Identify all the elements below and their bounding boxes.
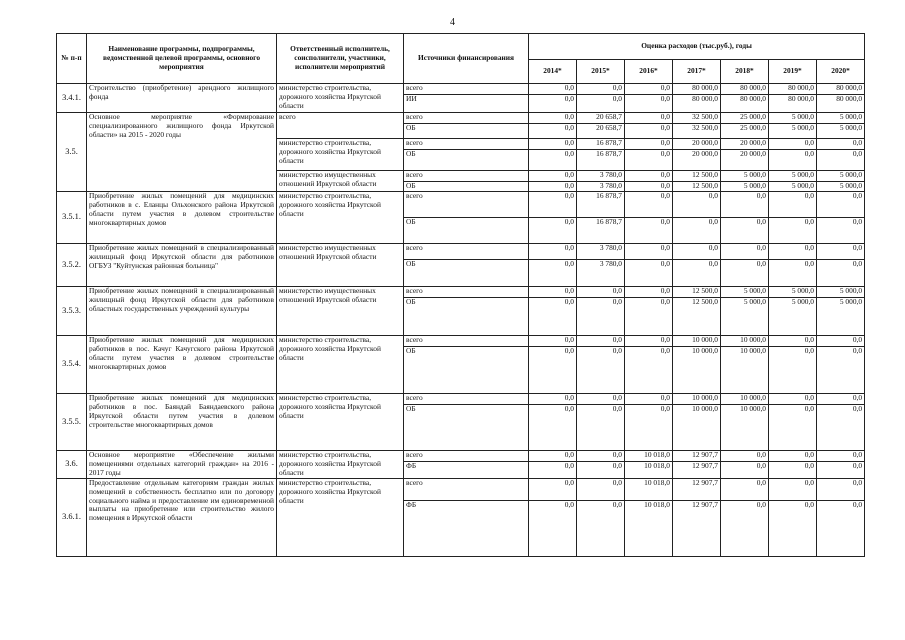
amount-cell: 0,0: [625, 124, 673, 139]
funding-source: ОБ: [404, 124, 529, 139]
amount-cell: 0,0: [529, 244, 577, 260]
amount-cell: 0,0: [577, 462, 625, 478]
funding-source: всего: [404, 244, 529, 260]
amount-cell: 5 000,0: [721, 171, 769, 182]
funding-source: ОБ: [404, 347, 529, 394]
amount-cell: 0,0: [817, 451, 865, 462]
amount-cell: 0,0: [673, 192, 721, 218]
amount-cell: 0,0: [625, 287, 673, 298]
amount-cell: 0,0: [577, 478, 625, 500]
funding-source: всего: [404, 451, 529, 462]
amount-cell: 0,0: [769, 405, 817, 451]
page-number: 4: [450, 17, 455, 28]
amount-cell: 0,0: [625, 139, 673, 150]
budget-table: [56, 33, 865, 557]
amount-cell: 0,0: [577, 336, 625, 347]
amount-cell: 0,0: [769, 500, 817, 556]
amount-cell: 0,0: [625, 347, 673, 394]
header-year: 2017*: [673, 60, 721, 84]
funding-source: всего: [404, 394, 529, 405]
amount-cell: 0,0: [529, 124, 577, 139]
amount-cell: 0,0: [721, 218, 769, 244]
amount-cell: 5 000,0: [769, 124, 817, 139]
funding-source: ФБ: [404, 500, 529, 556]
amount-cell: 0,0: [577, 394, 625, 405]
table-row: [57, 113, 865, 124]
funding-source: ОБ: [404, 218, 529, 244]
item-code: 3.5.1.: [57, 192, 87, 244]
amount-cell: 12 907,7: [673, 500, 721, 556]
amount-cell: 0,0: [577, 95, 625, 113]
funding-source: ФБ: [404, 462, 529, 478]
amount-cell: 0,0: [769, 139, 817, 150]
item-executor: министерство строительства, дорожного хозяйства Иркутской области: [277, 394, 404, 451]
table-body: [57, 84, 865, 557]
amount-cell: 10 000,0: [673, 347, 721, 394]
amount-cell: 0,0: [529, 298, 577, 336]
item-code: 3.5.5.: [57, 394, 87, 451]
amount-cell: 0,0: [817, 336, 865, 347]
amount-cell: 0,0: [529, 150, 577, 171]
amount-cell: 0,0: [625, 394, 673, 405]
amount-cell: 20 658,7: [577, 113, 625, 124]
amount-cell: 5 000,0: [817, 171, 865, 182]
amount-cell: 5 000,0: [721, 287, 769, 298]
amount-cell: 0,0: [529, 405, 577, 451]
amount-cell: 80 000,0: [817, 84, 865, 95]
amount-cell: 0,0: [625, 336, 673, 347]
amount-cell: 0,0: [817, 150, 865, 171]
item-executor: министерство строительства, дорожного хозяйства Иркутской области: [277, 451, 404, 479]
amount-cell: 80 000,0: [721, 95, 769, 113]
table-row: [57, 451, 865, 462]
amount-cell: 0,0: [721, 192, 769, 218]
amount-cell: 16 878,7: [577, 218, 625, 244]
funding-source: всего: [404, 336, 529, 347]
amount-cell: 10 018,0: [625, 500, 673, 556]
amount-cell: 5 000,0: [769, 298, 817, 336]
amount-cell: 80 000,0: [769, 84, 817, 95]
amount-cell: 0,0: [721, 478, 769, 500]
amount-cell: 0,0: [529, 478, 577, 500]
item-executor: министерство строительства, дорожного хозяйства Иркутской области: [277, 84, 404, 113]
amount-cell: 10 000,0: [721, 347, 769, 394]
amount-cell: 5 000,0: [769, 113, 817, 124]
header-year: 2018*: [721, 60, 769, 84]
amount-cell: 25 000,0: [721, 113, 769, 124]
amount-cell: 0,0: [577, 84, 625, 95]
funding-source: всего: [404, 84, 529, 95]
item-code: 3.5.: [57, 113, 87, 192]
amount-cell: 5 000,0: [817, 182, 865, 192]
item-executor: министерство строительства, дорожного хозяйства Иркутской области: [277, 139, 404, 171]
amount-cell: 12 500,0: [673, 298, 721, 336]
table-row: [57, 478, 865, 500]
amount-cell: 25 000,0: [721, 124, 769, 139]
amount-cell: 20 000,0: [721, 150, 769, 171]
amount-cell: 0,0: [529, 182, 577, 192]
funding-source: всего: [404, 192, 529, 218]
header-estimate: Оценка расходов (тыс.руб.), годы: [529, 34, 865, 60]
amount-cell: 12 500,0: [673, 182, 721, 192]
funding-source: ОБ: [404, 298, 529, 336]
item-name: Строительство (приобретение) арендного жилищного фонда: [87, 84, 277, 113]
funding-source: ОБ: [404, 182, 529, 192]
amount-cell: 10 000,0: [721, 336, 769, 347]
amount-cell: 0,0: [577, 298, 625, 336]
item-executor: министерство имущественных отношений Иркутской области: [277, 171, 404, 192]
item-name: Приобретение жилых помещений в специализированный жилищный фонд Иркутской области для работников областных государственных учреждений культуры: [87, 287, 277, 336]
header-year: 2019*: [769, 60, 817, 84]
amount-cell: 0,0: [817, 462, 865, 478]
amount-cell: 0,0: [529, 192, 577, 218]
item-name: Предоставление отдельным категориям граждан жилых помещений в собственность бесплатно или по договору социального найма и предоставление им единовременной выплаты на приобретение или строительство жилого помещения в Иркутской области: [87, 478, 277, 556]
funding-source: ОБ: [404, 150, 529, 171]
amount-cell: 0,0: [817, 394, 865, 405]
amount-cell: 0,0: [769, 336, 817, 347]
amount-cell: 0,0: [529, 95, 577, 113]
amount-cell: 0,0: [625, 113, 673, 124]
amount-cell: 0,0: [529, 347, 577, 394]
amount-cell: 0,0: [529, 462, 577, 478]
amount-cell: 0,0: [529, 84, 577, 95]
item-executor: всего: [277, 113, 404, 139]
amount-cell: 10 018,0: [625, 478, 673, 500]
amount-cell: 0,0: [817, 192, 865, 218]
amount-cell: 3 780,0: [577, 171, 625, 182]
amount-cell: 0,0: [625, 298, 673, 336]
amount-cell: 3 780,0: [577, 244, 625, 260]
item-name: Приобретение жилых помещений в специализированный жилищный фонд Иркутской области для работников ОГБУЗ "Куйтунская районная больница": [87, 244, 277, 287]
amount-cell: 16 878,7: [577, 150, 625, 171]
amount-cell: 80 000,0: [673, 84, 721, 95]
header-num: № п-п: [57, 34, 87, 84]
funding-source: ОБ: [404, 260, 529, 287]
amount-cell: 0,0: [625, 150, 673, 171]
amount-cell: 80 000,0: [769, 95, 817, 113]
item-executor: министерство строительства, дорожного хозяйства Иркутской области: [277, 192, 404, 244]
amount-cell: 0,0: [625, 260, 673, 287]
amount-cell: 0,0: [529, 113, 577, 124]
amount-cell: 0,0: [625, 218, 673, 244]
amount-cell: 0,0: [817, 260, 865, 287]
amount-cell: 10 000,0: [673, 405, 721, 451]
amount-cell: 0,0: [625, 182, 673, 192]
amount-cell: 0,0: [769, 394, 817, 405]
item-executor: министерство имущественных отношений Иркутской области: [277, 287, 404, 336]
amount-cell: 20 000,0: [673, 150, 721, 171]
amount-cell: 0,0: [529, 500, 577, 556]
amount-cell: 12 500,0: [673, 171, 721, 182]
amount-cell: 3 780,0: [577, 182, 625, 192]
amount-cell: 0,0: [577, 287, 625, 298]
amount-cell: 80 000,0: [817, 95, 865, 113]
amount-cell: 0,0: [529, 260, 577, 287]
funding-source: всего: [404, 287, 529, 298]
funding-source: всего: [404, 113, 529, 124]
amount-cell: 0,0: [625, 84, 673, 95]
amount-cell: 0,0: [673, 260, 721, 287]
amount-cell: 10 000,0: [721, 405, 769, 451]
amount-cell: 16 878,7: [577, 192, 625, 218]
amount-cell: 10 000,0: [673, 336, 721, 347]
amount-cell: 0,0: [769, 451, 817, 462]
amount-cell: 0,0: [817, 478, 865, 500]
amount-cell: 0,0: [577, 347, 625, 394]
amount-cell: 0,0: [721, 260, 769, 287]
item-code: 3.6.: [57, 451, 87, 479]
table-header: [57, 34, 865, 84]
item-executor: министерство строительства, дорожного хозяйства Иркутской области: [277, 336, 404, 394]
amount-cell: 0,0: [817, 500, 865, 556]
amount-cell: 0,0: [769, 260, 817, 287]
item-name: Приобретение жилых помещений для медицинских работников в пос. Баяндай Баяндаевского района Иркутской области путем участия в долевом строительстве многоквартирных домов: [87, 394, 277, 451]
amount-cell: 5 000,0: [721, 182, 769, 192]
item-code: 3.5.2.: [57, 244, 87, 287]
amount-cell: 0,0: [817, 218, 865, 244]
item-executor: министерство имущественных отношений Иркутской области: [277, 244, 404, 287]
amount-cell: 32 500,0: [673, 113, 721, 124]
amount-cell: 0,0: [769, 218, 817, 244]
header-year: 2015*: [577, 60, 625, 84]
amount-cell: 5 000,0: [817, 298, 865, 336]
amount-cell: 5 000,0: [721, 298, 769, 336]
amount-cell: 80 000,0: [721, 84, 769, 95]
amount-cell: 0,0: [673, 244, 721, 260]
amount-cell: 0,0: [817, 347, 865, 394]
table-row: [57, 192, 865, 218]
amount-cell: 0,0: [529, 336, 577, 347]
amount-cell: 0,0: [769, 150, 817, 171]
amount-cell: 0,0: [769, 347, 817, 394]
amount-cell: 20 658,7: [577, 124, 625, 139]
amount-cell: 0,0: [769, 244, 817, 260]
funding-source: всего: [404, 478, 529, 500]
amount-cell: 0,0: [625, 171, 673, 182]
amount-cell: 16 878,7: [577, 139, 625, 150]
funding-source: ИИ: [404, 95, 529, 113]
amount-cell: 10 000,0: [721, 394, 769, 405]
amount-cell: 0,0: [769, 192, 817, 218]
item-name: Приобретение жилых помещений для медицинских работников в пос. Качуг Качугского района Иркутской области путем участия в долевом строительстве многоквартирных домов: [87, 336, 277, 394]
amount-cell: 10 018,0: [625, 451, 673, 462]
item-code: 3.4.1.: [57, 84, 87, 113]
item-name: Приобретение жилых помещений для медицинских работников в с. Еланцы Ольхонского района Иркутской области путем участия в долевом строительстве многоквартирных домов: [87, 192, 277, 244]
header-name: Наименование программы, подпрограммы, ведомственной целевой программы, основного мероприятия: [87, 34, 277, 84]
amount-cell: 0,0: [673, 218, 721, 244]
amount-cell: 0,0: [721, 500, 769, 556]
amount-cell: 12 907,7: [673, 462, 721, 478]
funding-source: всего: [404, 139, 529, 150]
amount-cell: 5 000,0: [817, 124, 865, 139]
amount-cell: 0,0: [625, 244, 673, 260]
funding-source: всего: [404, 171, 529, 182]
item-name: Основное мероприятие «Формирование специализированного жилищного фонда Иркутской области» на 2015 - 2020 годы: [87, 113, 277, 192]
amount-cell: 12 500,0: [673, 287, 721, 298]
amount-cell: 0,0: [529, 394, 577, 405]
amount-cell: 5 000,0: [817, 287, 865, 298]
table-row: [57, 336, 865, 347]
amount-cell: 0,0: [769, 478, 817, 500]
amount-cell: 5 000,0: [769, 171, 817, 182]
item-code: 3.5.3.: [57, 287, 87, 336]
amount-cell: 0,0: [577, 451, 625, 462]
amount-cell: 12 907,7: [673, 451, 721, 462]
item-name: Основное мероприятие «Обеспечение жилыми помещениями отдельных категорий граждан» на 2016 - 2017 годы: [87, 451, 277, 479]
amount-cell: 10 000,0: [673, 394, 721, 405]
amount-cell: 5 000,0: [769, 182, 817, 192]
amount-cell: 0,0: [529, 287, 577, 298]
amount-cell: 0,0: [817, 244, 865, 260]
amount-cell: 32 500,0: [673, 124, 721, 139]
amount-cell: 0,0: [817, 405, 865, 451]
header-year: 2020*: [817, 60, 865, 84]
amount-cell: 20 000,0: [721, 139, 769, 150]
amount-cell: 0,0: [625, 95, 673, 113]
amount-cell: 0,0: [529, 139, 577, 150]
amount-cell: 10 018,0: [625, 462, 673, 478]
amount-cell: 0,0: [769, 462, 817, 478]
item-executor: министерство строительства, дорожного хозяйства Иркутской области: [277, 478, 404, 556]
amount-cell: 0,0: [529, 451, 577, 462]
amount-cell: 0,0: [721, 244, 769, 260]
amount-cell: 0,0: [625, 192, 673, 218]
amount-cell: 0,0: [721, 451, 769, 462]
amount-cell: 0,0: [577, 405, 625, 451]
amount-cell: 20 000,0: [673, 139, 721, 150]
header-source: Источники финансирования: [404, 34, 529, 84]
item-code: 3.5.4.: [57, 336, 87, 394]
header-year: 2014*: [529, 60, 577, 84]
amount-cell: 3 780,0: [577, 260, 625, 287]
amount-cell: 0,0: [577, 500, 625, 556]
amount-cell: 5 000,0: [769, 287, 817, 298]
table-row: [57, 394, 865, 405]
header-executor: Ответственный исполнитель, соисполнители, участники, исполнители мероприятий: [277, 34, 404, 84]
funding-source: ОБ: [404, 405, 529, 451]
table-row: [57, 287, 865, 298]
header-year: 2016*: [625, 60, 673, 84]
table-row: [57, 84, 865, 95]
amount-cell: 0,0: [721, 462, 769, 478]
table-row: [57, 244, 865, 260]
item-code: 3.6.1.: [57, 478, 87, 556]
amount-cell: 5 000,0: [817, 113, 865, 124]
amount-cell: 0,0: [625, 405, 673, 451]
amount-cell: 0,0: [529, 171, 577, 182]
amount-cell: 80 000,0: [673, 95, 721, 113]
amount-cell: 0,0: [529, 218, 577, 244]
amount-cell: 12 907,7: [673, 478, 721, 500]
amount-cell: 0,0: [817, 139, 865, 150]
